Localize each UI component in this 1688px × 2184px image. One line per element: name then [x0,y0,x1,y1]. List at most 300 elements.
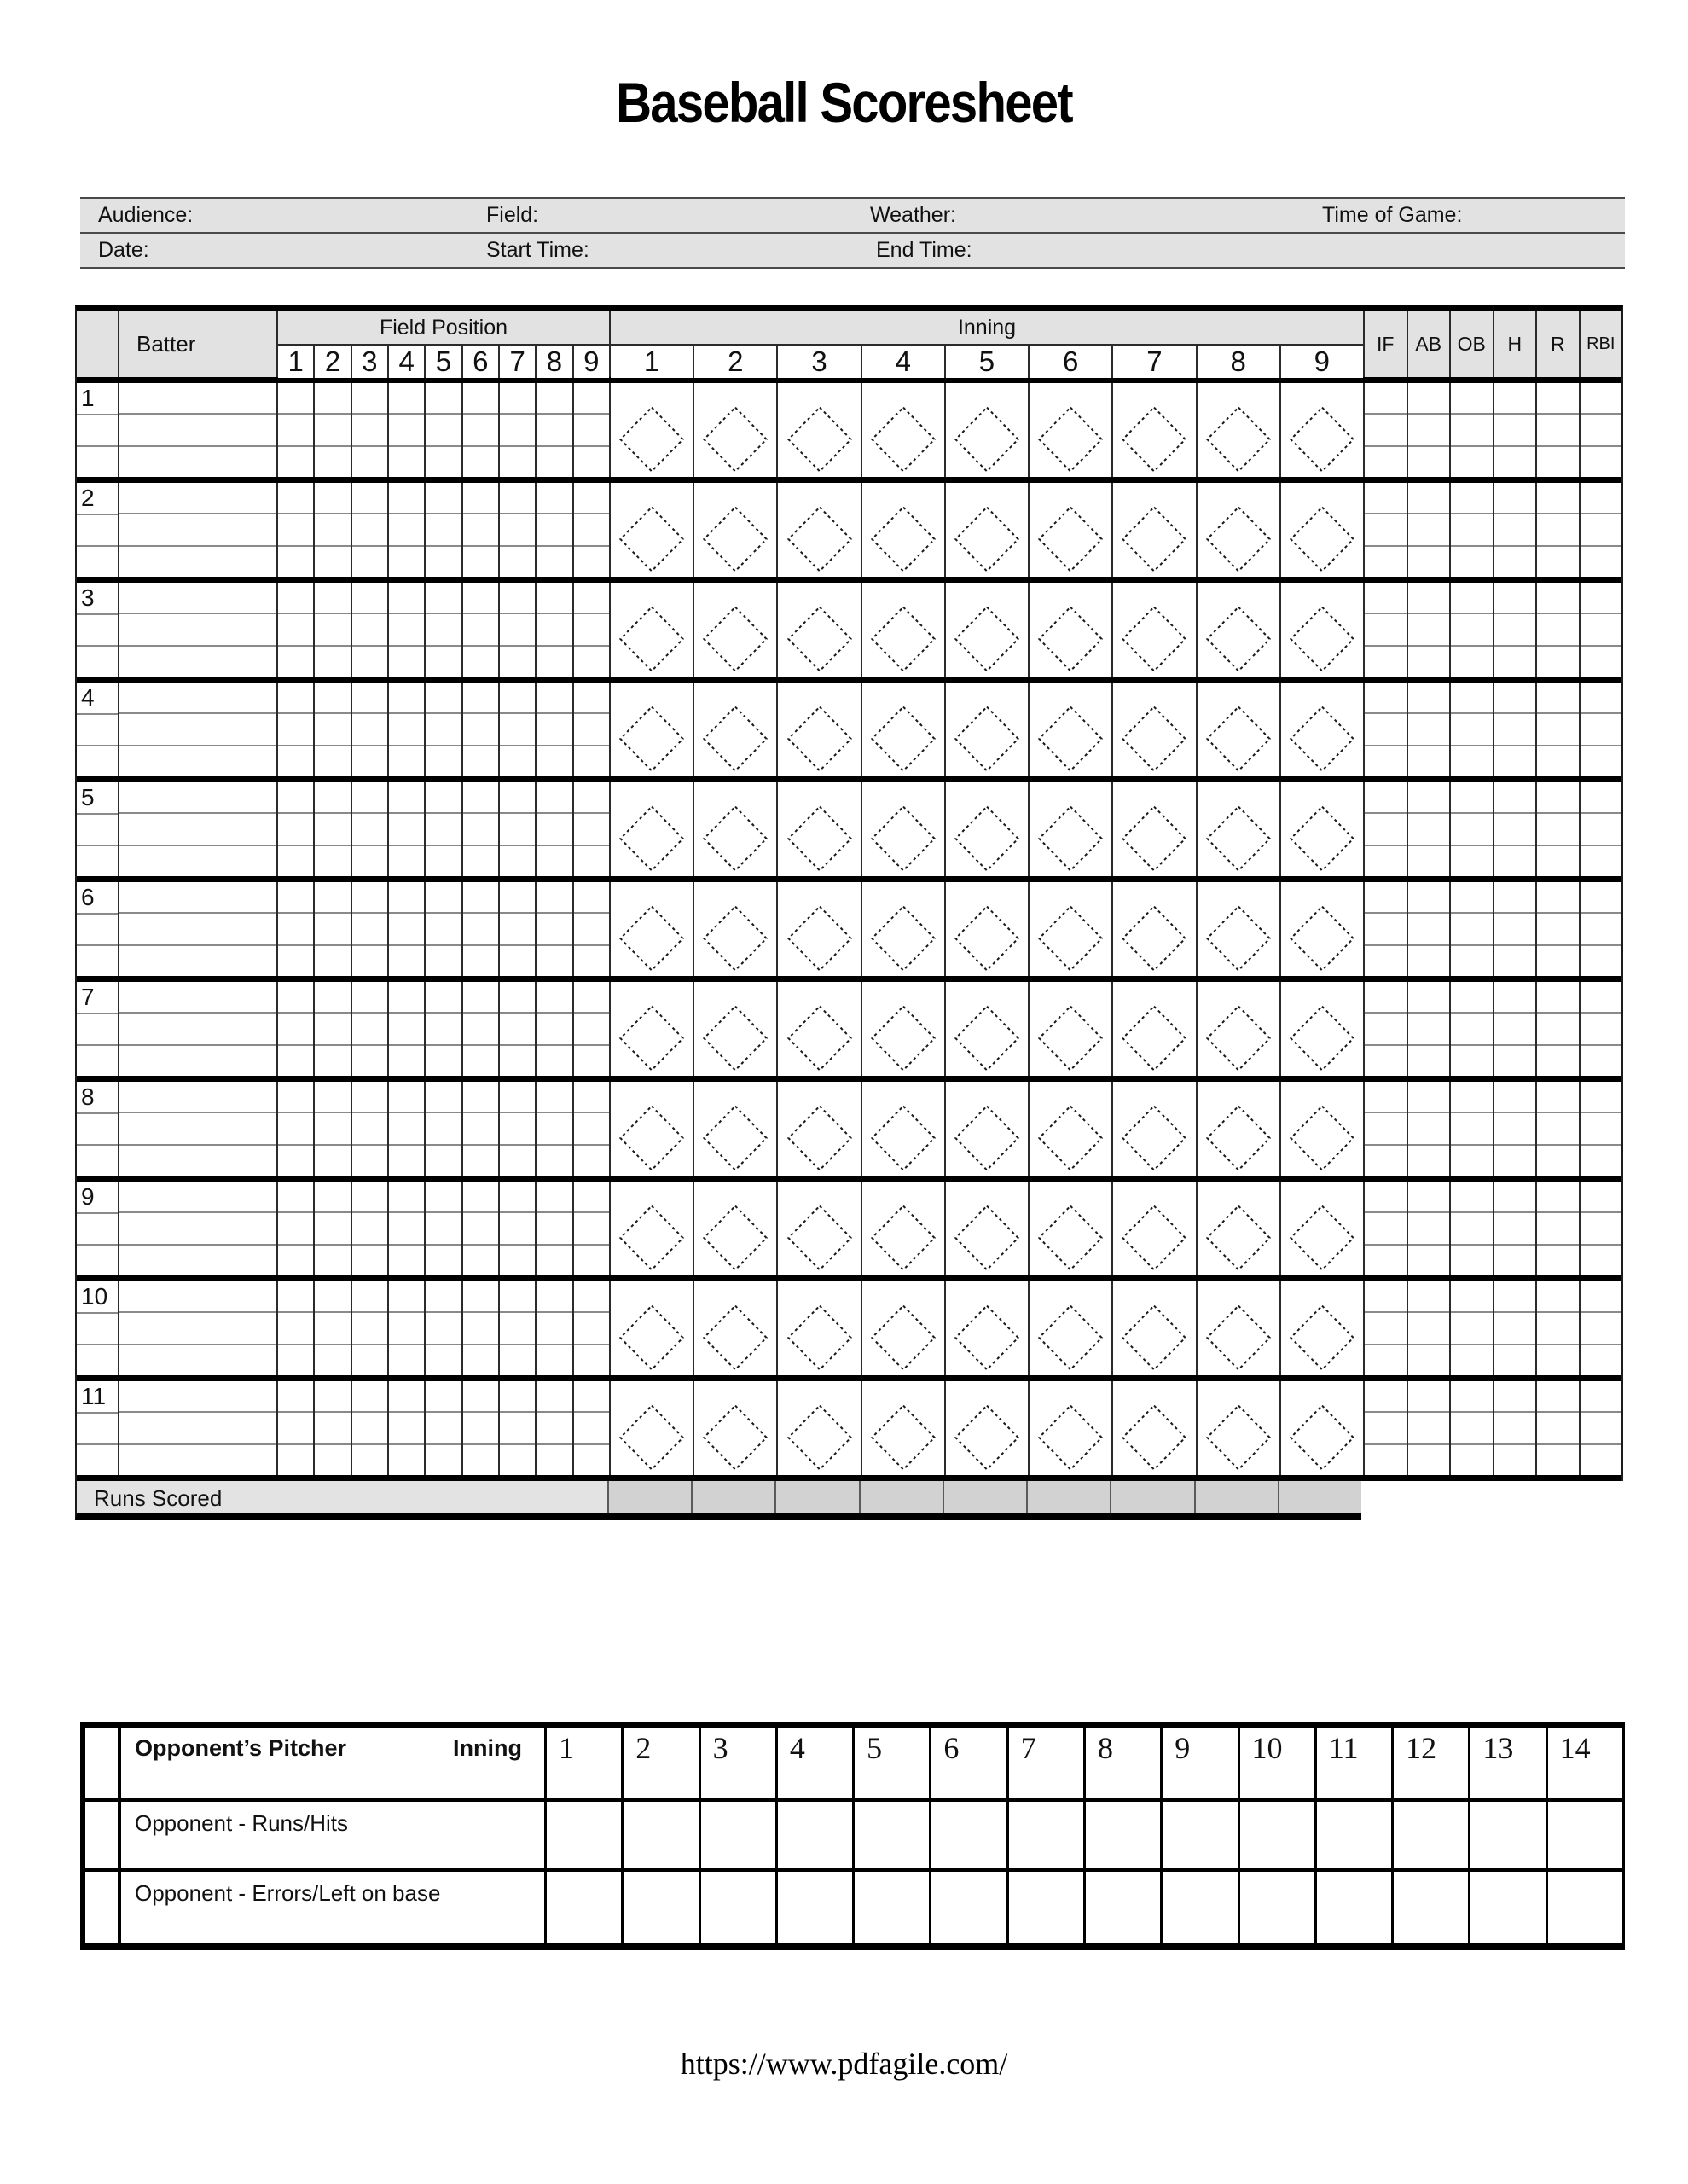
stat-cell [1493,682,1536,776]
sub-row-cell [1365,1281,1407,1311]
stat-cell [1407,1381,1450,1475]
sub-row-cell [574,912,609,944]
sub-row-cell [537,1044,571,1076]
runs-scored-cell [859,1481,943,1513]
inning-cell [693,982,776,1076]
sub-row-cell [119,1112,276,1143]
sub-row-cell [315,882,350,912]
sub-row-cell [463,545,498,577]
field-position-cell [498,1281,535,1375]
field-position-cell [535,982,571,1076]
sub-row-cell [574,513,609,544]
diamond-icon [953,1404,1021,1471]
sub-row-cell [1451,944,1493,976]
field-position-cells [276,1082,609,1176]
sub-row-cell [352,1411,387,1443]
sub-row-cell [278,1211,313,1243]
sub-row-cell [574,613,609,644]
sub-row-cell [537,1411,571,1443]
sub-row-cell [352,812,387,844]
inning-cell [1196,1082,1279,1176]
sub-row-cell [315,413,350,444]
sub-row-cell [426,812,461,844]
sub-row-cell [119,1344,276,1375]
sub-row-cell [426,445,461,477]
sub-row-cell [463,1082,498,1112]
sub-row-cell [1451,882,1493,912]
sub-row-cell [1365,513,1407,544]
sub-row-cell [315,445,350,477]
opponent-cell [1391,1872,1468,1943]
diamond-icon [618,805,686,872]
diamond-icon [953,1205,1021,1271]
field-position-cell [572,483,609,577]
sub-row-cell [463,1211,498,1243]
sub-row-cell [1408,1012,1450,1043]
inning-cells [609,1182,1363,1275]
field-position-cell [572,383,609,477]
sub-row-cell [1408,1082,1450,1112]
sub-row-cell [278,483,313,513]
sub-row-cell [537,1443,571,1475]
sub-row-cell [1451,1381,1493,1411]
field-position-cell [351,1281,387,1375]
inning-header-cell: 9 [1279,346,1363,378]
sub-row-cell [1451,1443,1493,1475]
inning-header-cell: 1 [643,346,660,377]
inning-cells [609,782,1363,876]
sub-row-cell [1451,413,1493,444]
sub-row-cell [278,383,313,413]
sub-row-cell [1451,812,1493,844]
sub-row-cell [537,1012,571,1043]
diamond-icon [1288,406,1356,473]
sub-row-cell [1408,1211,1450,1243]
inning-cell [776,1182,860,1275]
sub-row-cell [1408,812,1450,844]
stat-cells [1363,982,1621,1076]
sub-row-cell [1581,1144,1622,1176]
sub-row-cell [574,745,609,776]
inning-cell [1196,583,1279,677]
opponent-cell [1468,1872,1545,1943]
inning-cell [693,1281,776,1375]
stat-cell [1493,583,1536,677]
sub-row-cell [119,1082,276,1112]
sub-row-cell [315,1244,350,1275]
sub-row-cell [463,1144,498,1176]
inning-cell [1279,782,1363,876]
sub-row-cell [352,445,387,477]
sub-row-cell [352,782,387,812]
field-position-cell [424,882,461,976]
inning-cell [861,383,944,477]
sub-row-cell [463,483,498,513]
diamond-icon [953,706,1021,772]
inning-cell [693,782,776,876]
sub-row-cell [278,882,313,912]
sub-row-cell [500,1211,535,1243]
diamond-icon [1288,506,1356,572]
sub-row-cell [1408,1281,1450,1311]
sub-row-cell [315,1443,350,1475]
diamond-icon [1036,1205,1105,1271]
sub-row-cell [389,912,424,944]
sub-row-cell [1581,812,1622,844]
sub-row-cell [278,1443,313,1475]
sub-row-cell [1581,583,1622,613]
sub-row-cell [426,912,461,944]
sub-row-cell [1494,513,1536,544]
field-position-cell [424,782,461,876]
sub-row-cell [1494,645,1536,677]
stat-header-cell: AB [1407,311,1450,377]
sub-row-cell [352,1443,387,1475]
inning-cells [609,483,1363,577]
inning-cell [1111,1381,1195,1475]
sub-row-cell [278,944,313,976]
sub-row-cell [1537,1182,1579,1211]
inning-cell [861,882,944,976]
sub-row-cell [1408,1182,1450,1211]
inning-cell [1279,882,1363,976]
diamond-icon [701,706,769,772]
diamond-icon [1288,1404,1356,1471]
sub-row-cell [574,645,609,677]
sub-row-cell [1365,882,1407,912]
stat-cell [1449,1281,1493,1375]
batter-number-cell [77,882,118,976]
sub-row-cell [574,1281,609,1311]
diamond-icon [953,905,1021,972]
sub-row-cell [463,1411,498,1443]
sub-row-cell [119,645,276,677]
sub-row-cell [1365,1443,1407,1475]
stat-cell [1449,682,1493,776]
sub-row-cell [537,1211,571,1243]
sub-row-cell [1365,1244,1407,1275]
sub-row-cell [500,513,535,544]
diamond-icon [618,1404,686,1471]
sub-row-cell [389,1281,424,1311]
diamond-icon [786,706,854,772]
field-position-cell [351,583,387,677]
stat-cell [1363,882,1407,976]
field-position-cell [461,1381,498,1475]
sub-row-cell [119,912,276,944]
stat-cell [1407,782,1450,876]
sub-row-cell [278,845,313,876]
diamond-icon [1288,1205,1356,1271]
sub-row-cell [278,1182,313,1211]
stat-cell [1493,483,1536,577]
sub-row-cell [426,383,461,413]
batter-number: 6 [81,884,95,910]
sub-row-cell [389,1211,424,1243]
sub-row-cell [463,845,498,876]
field-position-cells [276,1182,609,1275]
time-of-game-label: Time of Game: [1322,203,1463,227]
stat-header-cell: OB [1449,311,1493,377]
batter-name-cell [118,583,276,677]
field-position-cell [535,1381,571,1475]
sub-row-cell [278,982,313,1012]
stat-cell [1535,483,1579,577]
opponent-header-row [85,1728,1622,1798]
sub-row-cell [1451,845,1493,876]
sub-row-cell [119,982,276,1012]
sub-row-cell [463,682,498,712]
audience-label: Audience: [98,203,194,227]
field-position-header-cell: 1 [287,346,304,377]
sub-row-cell [1537,1082,1579,1112]
field-position-cell [313,782,350,876]
sub-row-cell [1365,583,1407,613]
sub-row-cell [537,882,571,912]
field-position-cell [572,882,609,976]
sub-row-cell [1408,1411,1450,1443]
sub-row-cell [278,712,313,744]
sub-row-cell [77,845,118,876]
field-position-cell [424,1281,461,1375]
sub-row-cell [1537,1381,1579,1411]
diamond-icon [701,1404,769,1471]
inning-cell [609,982,693,1076]
field-position-cell [276,583,313,677]
inning-cell [1111,583,1195,677]
field-position-numbers-row [278,346,609,378]
field-position-cell [424,982,461,1076]
field-position-cell [535,1182,571,1275]
sub-row-cell [278,1411,313,1443]
start-time-label: Start Time: [486,238,589,262]
sub-row-cell [1365,613,1407,644]
sub-row-cell [1451,745,1493,776]
sub-row-cell [1581,445,1622,477]
inning-cell [944,982,1028,1076]
sub-row-cell [1494,745,1536,776]
sub-row-cell [315,1112,350,1143]
sub-row-cell [119,513,276,544]
opponent-cell [775,1802,852,1868]
sub-row-cell [1537,1443,1579,1475]
batter-number-cell [77,1381,118,1475]
batter-number-cell [77,483,118,577]
sub-row-cell [1451,513,1493,544]
stat-cell [1407,682,1450,776]
sub-row-cell [537,1344,571,1375]
sub-row-cell [1581,1112,1622,1143]
field-position-cell [572,1182,609,1275]
sub-row-cell [463,1281,498,1311]
inning-cell [609,882,693,976]
diamond-icon [1204,905,1273,972]
stat-cell [1449,583,1493,677]
stat-header-cell: RBI [1579,311,1622,377]
sub-row-cell [574,583,609,613]
sub-row-cell [352,1281,387,1311]
sub-row-cell [463,1244,498,1275]
sub-row-cell [1408,1112,1450,1143]
sub-row-cell [500,1244,535,1275]
field-position-cell [535,1281,571,1375]
stat-cell [1535,982,1579,1076]
sub-row-cell [1494,912,1536,944]
sub-row-cell [1537,445,1579,477]
sub-row-cell [537,1144,571,1176]
sub-row-cell [119,545,276,577]
sub-row-cell [537,513,571,544]
stat-cell [1363,782,1407,876]
stat-cell [1579,1381,1622,1475]
inning-cells [609,982,1363,1076]
sub-row-cell [278,645,313,677]
runs-scored-row [75,1481,1623,1520]
sub-row-cell [389,782,424,812]
sub-row-cell [352,712,387,744]
sub-row-cell [1408,1443,1450,1475]
sub-row-cell [1365,982,1407,1012]
field-position-header-cell: 5 [424,346,461,378]
sub-row-cell [500,645,535,677]
sub-row-cell [352,1211,387,1243]
stat-cells [1363,1281,1621,1375]
sub-row-cell [1408,1144,1450,1176]
sub-row-cell [500,445,535,477]
sub-row-cell [389,1244,424,1275]
sub-row-cell [1581,845,1622,876]
opponent-narrow-cell [85,1872,121,1943]
sub-row-cell [463,645,498,677]
batter-number: 8 [81,1083,95,1110]
diamond-icon [618,406,686,473]
sub-row-cell [1581,1443,1622,1475]
sub-row-cell [574,1244,609,1275]
sub-row-cell [1581,1344,1622,1375]
sub-row-cell [426,1244,461,1275]
stats-header-group [1363,311,1621,377]
diamond-icon [1036,706,1105,772]
field-position-cell [535,483,571,577]
diamond-icon [1120,606,1188,672]
sub-row-cell [352,545,387,577]
sub-row-cell [426,1044,461,1076]
diamond-icon [953,1105,1021,1171]
sub-row-cell [463,513,498,544]
sub-row-cell [389,445,424,477]
sub-row-cell [426,745,461,776]
sub-row-cell [463,613,498,644]
sub-row-cell [537,944,571,976]
diamond-icon [869,1404,937,1471]
field-position-cells [276,782,609,876]
sub-row-cell [1494,682,1536,712]
diamond-icon [701,406,769,473]
inning-cell [1028,1182,1111,1275]
sub-row-cell [1494,1344,1536,1375]
sub-row-cell [119,1144,276,1176]
inning-cell [1028,583,1111,677]
sub-row-cell [315,682,350,712]
sub-row-cell [426,682,461,712]
inning-cell [1196,1381,1279,1475]
sub-row-cell [537,1311,571,1343]
stat-cell [1449,882,1493,976]
sub-row-cell [500,545,535,577]
sub-row-cell [426,645,461,677]
opponent-runs-hits-cells [547,1802,1622,1868]
diamond-icon [953,805,1021,872]
sub-row-cell [1408,1344,1450,1375]
stat-cell [1363,383,1407,477]
opponent-errors-row [85,1868,1622,1943]
stat-cell [1363,982,1407,1076]
sub-row-cell [426,483,461,513]
batter-number: 3 [81,584,95,611]
inning-cell [609,483,693,577]
sub-row-cell [1365,483,1407,513]
sub-row-cell [119,413,276,444]
stat-cell [1363,483,1407,577]
sub-row-cell [389,882,424,912]
sub-row-cell [1537,1112,1579,1143]
stat-cell [1407,1082,1450,1176]
inning-header-cell: 3 [776,346,860,378]
field-position-cell [498,982,535,1076]
field-position-cell [572,1381,609,1475]
sub-row-cell [1365,1144,1407,1176]
sub-row-cell [1365,413,1407,444]
date-label: Date: [98,238,149,262]
sub-row-cell [1365,645,1407,677]
diamond-icon [1120,1404,1188,1471]
diamond-icon [1288,1005,1356,1072]
sub-row-cell [1365,1082,1407,1112]
opponent-cell [1546,1802,1622,1868]
stat-cell [1363,583,1407,677]
stat-cell [1535,383,1579,477]
sub-row-cell [574,1044,609,1076]
field-position-cell [572,682,609,776]
field-position-cell [498,882,535,976]
inning-cell [693,483,776,577]
diamond-icon [701,606,769,672]
sub-row-cell [1537,782,1579,812]
inning-header-cell: 2 [693,346,776,378]
sub-row-cell [1494,545,1536,577]
diamond-icon [1288,805,1356,872]
sub-row-cell [426,1281,461,1311]
sub-row-cell [1537,383,1579,413]
field-position-cells [276,1281,609,1375]
sub-row-cell [389,1311,424,1343]
field-position-cell [424,383,461,477]
sub-row-cell [1581,1044,1622,1076]
field-position-cell [461,1182,498,1275]
sub-row-cell [315,1182,350,1211]
diamond-icon [1204,1304,1273,1371]
field-position-cell [276,682,313,776]
stat-cell [1449,1082,1493,1176]
sub-row-cell [537,845,571,876]
inning-cell [693,1182,776,1275]
sub-row-cell [77,1412,118,1443]
sub-row-cell [119,483,276,513]
sub-row-cell [389,1082,424,1112]
field-position-cell [498,682,535,776]
sub-row-cell [77,613,118,645]
sub-row-cell [278,583,313,613]
